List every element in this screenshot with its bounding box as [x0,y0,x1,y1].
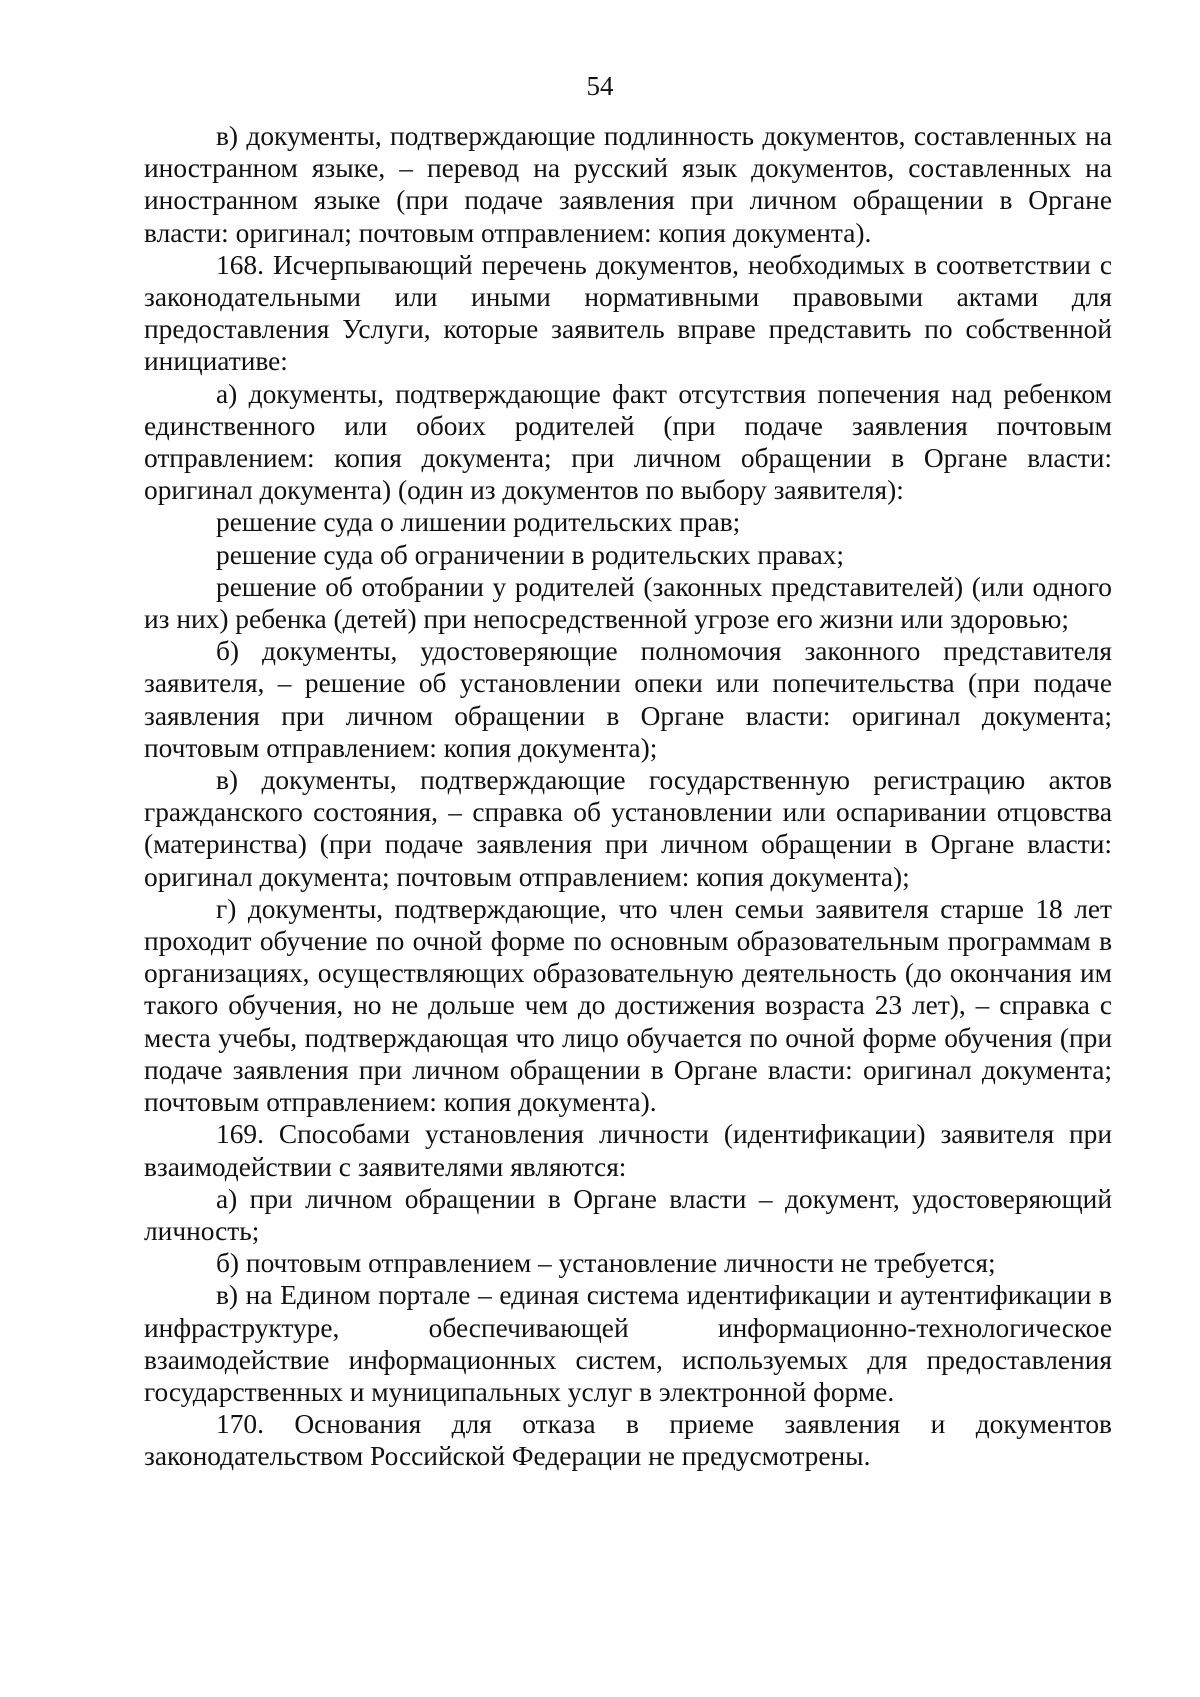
paragraph-168-v: в) документы, подтверждающие государственную регистрацию актов гражданского состояния, – справка об установлении или оспаривании отцовства (материнства) (при подаче заявления при личном обращении в Органе власти: оригинал документа; почтовым отправлением: копия документа); [144,765,1112,892]
page-number: 54 [586,71,614,101]
paragraph-168-b: б) документы, удостоверяющие полномочия законного представителя заявителя, – решение об установлении опеки или попечительства (при подаче заявления при личном обращении в Органе власти: оригинал документа; почтовым отправлением: копия документа); [144,636,1112,763]
paragraph-168-a: а) документы, подтверждающие факт отсутствия попечения над ребенком единственного или обоих родителей (при подаче заявления почтовым отправлением: копия документа; при личном обращении в Органе власти: оригинал документа) (один из документов по выбору заявителя): [144,378,1112,506]
paragraph-169-a: а) при личном обращении в Органе власти – документ, удостоверяющий личность; [144,1183,1112,1246]
paragraph-168-g: г) документы, подтверждающие, что член семьи заявителя старше 18 лет проходит обучение по очной форме по основным образовательным программам в организациях, осуществляющих образовательную деятельность (до окончания им такого обучения, но не дольше чем до достижения возраста 23 лет), – справка с места учебы, подтверждающая что лицо обучается по очной форме обучения (при подаче заявления при личном обращении в Органе власти: оригинал документа; почтовым отправлением: копия документа). [144,893,1112,1118]
list-item-court-deprivation: решение суда о лишении родительских прав; [216,507,741,538]
paragraph-169-v: в) на Едином портале – единая система идентификации и аутентификации в инфраструктуре, обеспечивающей информационно-технологическое взаимодействие информационных систем, используемых для предоставления государственных и муниципальных услуг в электронной форме. [144,1280,1112,1407]
document-body [144,120,1112,1473]
paragraph-169: 169. Способами установления личности (идентификации) заявителя при взаимодействии с заявителями являются: [144,1119,1112,1182]
paragraph-170: 170. Основания для отказа в приеме заявления и документов законодательством Российской Федерации не предусмотрены. [144,1409,1112,1472]
paragraph-168: 168. Исчерпывающий перечень документов, необходимых в соответствии с законодательными или иными нормативными правовыми актами для предоставления Услуги, которые заявитель вправе представить по собственной инициативе: [144,249,1112,377]
paragraph-v-foreign-documents: в) документы, подтверждающие подлинность документов, составленных на иностранном языке, – перевод на русский язык документов, составленных на иностранном языке (при подаче заявления при личном обращении в Органе власти: оригинал; почтовым отправлением: копия документа). [144,121,1112,248]
list-item-child-removal: решение об отобрании у родителей (законных представителей) (или одного из них) ребенка (детей) при непосредственной угрозе его жизни или здоровью; [144,571,1112,635]
paragraph-169-b: б) почтовым отправлением – установление личности не требуется; [216,1248,996,1279]
list-item-court-restriction: решение суда об ограничении в родительских правах; [216,539,844,570]
